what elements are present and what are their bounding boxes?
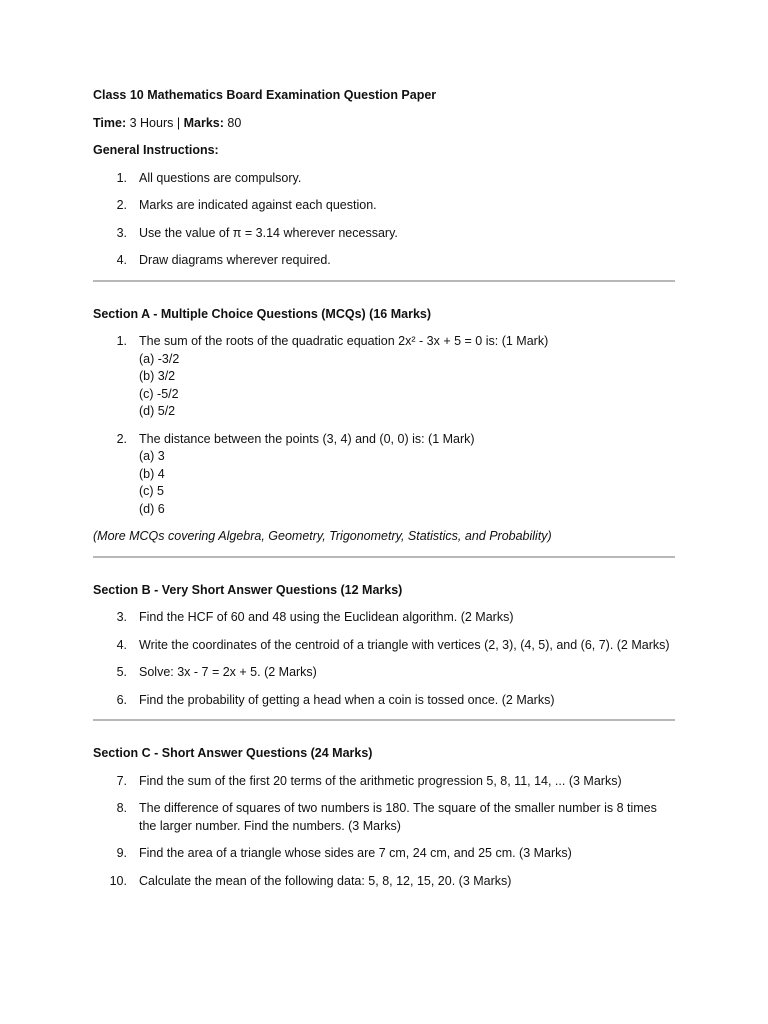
item-number: 1. [116, 170, 127, 185]
question-text: Solve: 3x - 7 = 2x + 5. (2 Marks) [139, 665, 317, 679]
option-a: (a) 3 [139, 449, 165, 463]
item-text: Marks are indicated against each question. [139, 198, 377, 212]
option-d: (d) 6 [139, 501, 165, 516]
item-text: Use the value of π = 3.14 wherever necessary. [139, 225, 398, 240]
question-number: 10. [109, 873, 127, 888]
question-item [93, 609, 675, 627]
section-b-title: Section B - Very Short Answer Questions (12 Marks) [93, 582, 403, 597]
question-number: 7. [116, 773, 127, 788]
instructions-list [93, 170, 675, 270]
section-divider [93, 280, 675, 282]
item-text: All questions are compulsory. [139, 170, 302, 185]
question-text: Find the sum of the first 20 terms of the arithmetic progression 5, 8, 11, 14, ... (3 Marks) [139, 773, 622, 788]
question-text: Write the coordinates of the centroid of a triangle with vertices (2, 3), (4, 5), and (6, 7). (2 Marks) [139, 637, 670, 652]
question-text: Find the probability of getting a head when a coin is tossed once. (2 Marks) [139, 692, 555, 707]
question-item [93, 845, 675, 863]
section-a-title: Section A - Multiple Choice Questions (MCQs) (16 Marks) [93, 306, 432, 321]
marks-label: Marks: [183, 115, 224, 130]
question-item [93, 692, 675, 710]
option-b: (b) 3/2 [139, 369, 176, 383]
paper-title: Class 10 Mathematics Board Examination Question Paper [93, 88, 437, 102]
question-text: The difference of squares of two numbers is 180. The square of the smaller number is 8 times the larger number. Find the numbers. (3 Marks) [139, 801, 657, 833]
option-c: (c) 5 [139, 484, 164, 498]
option-c: (c) -5/2 [139, 386, 179, 401]
question-number: 2. [116, 431, 127, 446]
marks-value: 80 [227, 115, 242, 130]
section-c-questions [93, 773, 675, 891]
option-a: (a) -3/2 [139, 351, 180, 366]
question-number: 3. [116, 610, 127, 624]
question-number: 5. [116, 665, 127, 679]
question-paper [93, 87, 675, 900]
section-divider [93, 556, 675, 558]
question-number: 1. [116, 334, 127, 348]
list-item [93, 225, 675, 243]
question-text: The sum of the roots of the quadratic equation 2x² - 3x + 5 = 0 is: (1 Mark) [139, 334, 549, 348]
instructions-heading: General Instructions: [93, 143, 219, 157]
item-number: 3. [116, 225, 127, 240]
section-b-questions [93, 609, 675, 709]
question-item [93, 773, 675, 791]
question-number: 9. [116, 846, 127, 860]
list-item [93, 170, 675, 188]
section-a-note: (More MCQs covering Algebra, Geometry, Trigonometry, Statistics, and Probability) [93, 529, 552, 543]
section-a-questions [93, 333, 675, 518]
item-number: 4. [116, 253, 127, 267]
time-value: 3 Hours [129, 115, 174, 130]
question-item [93, 333, 675, 421]
question-text: The distance between the points (3, 4) and (0, 0) is: (1 Mark) [139, 431, 475, 446]
question-item [93, 637, 675, 655]
question-text: Calculate the mean of the following data: 5, 8, 12, 15, 20. (3 Marks) [139, 873, 512, 888]
question-item [93, 664, 675, 682]
question-item [93, 873, 675, 891]
option-d: (d) 5/2 [139, 404, 176, 418]
section-divider [93, 719, 675, 721]
question-number: 6. [116, 692, 127, 707]
time-marks-line [93, 115, 675, 133]
separator: | [176, 115, 181, 130]
list-item [93, 252, 675, 270]
question-number: 8. [116, 801, 127, 815]
list-item [93, 197, 675, 215]
item-text: Draw diagrams wherever required. [139, 253, 331, 267]
question-item [93, 800, 675, 835]
question-text: Find the HCF of 60 and 48 using the Euclidean algorithm. (2 Marks) [139, 610, 514, 624]
question-item [93, 431, 675, 519]
question-text: Find the area of a triangle whose sides are 7 cm, 24 cm, and 25 cm. (3 Marks) [139, 846, 572, 860]
option-b: (b) 4 [139, 466, 165, 481]
question-number: 4. [116, 637, 127, 652]
item-number: 2. [116, 198, 127, 212]
section-c-title: Section C - Short Answer Questions (24 Marks) [93, 746, 373, 760]
time-label: Time: [93, 115, 127, 130]
